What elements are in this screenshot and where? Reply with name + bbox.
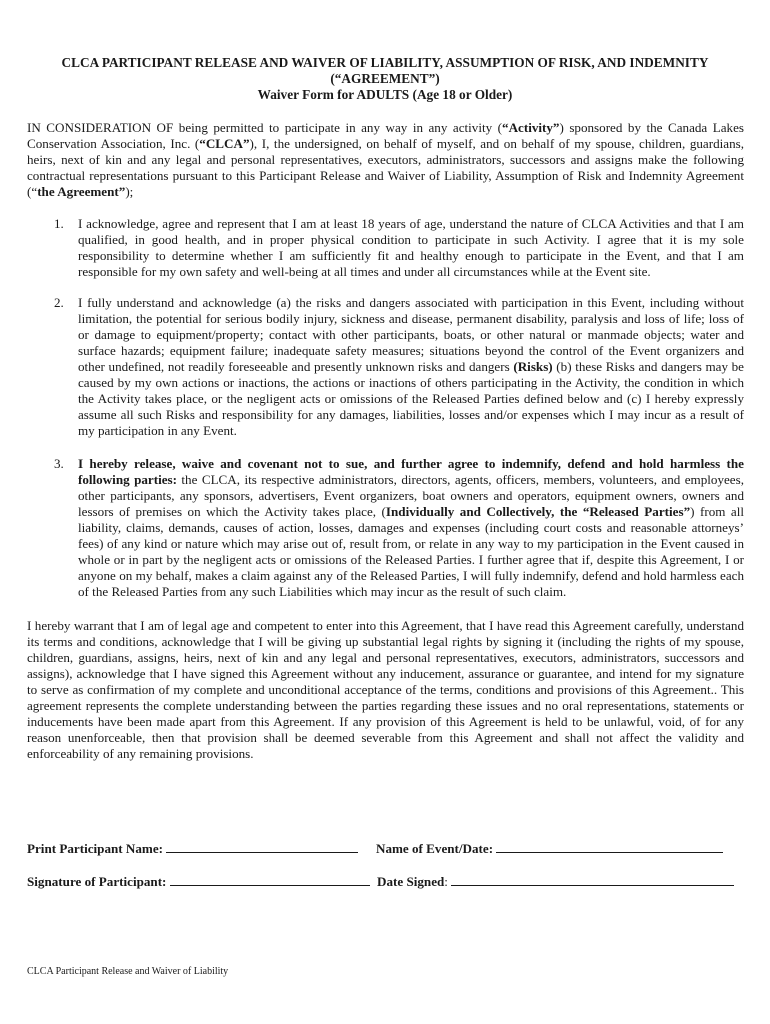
intro-text-1: IN CONSIDERATION OF being permitted to participate in any way in any activity ( [27,120,503,135]
document-title-line2: (“AGREEMENT”) [330,71,440,86]
signature-label: Signature of Participant: [27,874,167,889]
event-date-field[interactable] [496,840,723,853]
intro-term-agreement: the Agreement” [37,184,126,199]
document-header [20,55,750,103]
page-footer: CLCA Participant Release and Waiver of Liability [27,966,229,977]
list-item [27,216,744,280]
item3-term-released-parties: Individually and Collectively, the “Released Parties” [385,504,691,519]
list-item [27,456,744,600]
event-date-row [376,840,723,857]
date-signed-field[interactable] [451,873,734,886]
intro-text-2: ) sponsored by the Canada Lakes Conservation Association, Inc. ( [27,120,744,151]
list-item-number: 3. [54,456,64,471]
warranty-paragraph: I hereby warrant that I am of legal age and competent to enter into this Agreement, that I have read this Agreement carefully, understand its terms and conditions, acknowledge that I will be giving up substantial legal rights by signing it (including the rights of my spouse, children, guardians, assigns, heirs, next of kin and any legal and personal representatives, executors, administrators, successors and assigns), acknowledge that I have signed this Agreement without any inducement, assurance or guarantee, and intend for my signature to serve as confirmation of my complete and unconditional acceptance of the terms, conditions and provisions of this Agreement.. This agreement represents the complete understanding between the parties regarding these issues and no oral representations, statements or inducements have been made apart from this Agreement. If any provision of this Agreement is held to be unlawful, void, of for any reason unenforceable, then that provision shall be deemed severable from this Agreement and shall not affect the validity and enforceability of any remaining provisions. [27,618,744,761]
participant-name-row [27,840,358,857]
list-item [27,295,744,439]
participant-name-label: Print Participant Name: [27,841,163,856]
item3-text-2: ) from all liability, claims, demands, causes of action, losses, damages and expenses (including court costs and reasonable attorneys’ fees) of any kind or nature which may arise out of, result from, or relate in any way to my participation in the Event caused in whole or in part by the negligent acts or omissions of the Released Parties. I further agree that if, despite this Agreement, I or anyone on my behalf, makes a claim against any of the Released Parties, I will fully indemnify, defend and hold harmless each of the Released Parties from any such Liabilities which may incur as the result of such claim. [78,504,744,599]
intro-term-clca: “CLCA” [199,136,250,151]
item2-text-2: (b) these Risks and dangers may be caused by my own actions or inactions, the actions or inactions of others participating in the Activity, the condition in which the Activity takes place, or the negligent acts or omissions of the Released Parties defined below and (c) I hereby expressly assume all such Risks and responsibility for any damages, liabilities, losses and/or expenses which I may incur as a result of my participation in any Event. [78,359,744,438]
intro-text-4: ); [125,184,134,199]
participant-name-field[interactable] [166,840,358,853]
signature-field[interactable] [170,873,370,886]
signature-row [27,873,370,890]
date-signed-colon: : [444,874,448,889]
document-subtitle: Waiver Form for ADULTS (Age 18 or Older) [257,87,513,102]
item2-term-risks: (Risks) [513,359,553,374]
list-item-number: 1. [54,216,64,231]
item3-release-heading: I hereby release, waive and covenant not to sue, and further agree to indemnify, defend and hold harmless the following parties: [78,456,744,487]
list-item-number: 2. [54,295,64,310]
list-item-text [78,456,744,600]
list-item-text: I acknowledge, agree and represent that I am at least 18 years of age, understand the nature of CLCA Activities and that I am qualified, in good health, and in proper physical condition to participate in such Activity. I agree that it is my sole responsibility to determine whether I am sufficiently fit and healthy enough to participate in the Event, and that I am responsible for my own safety and well-being at all times and under all circumstances while at the Event site. [78,216,744,279]
intro-text-3: ), I, the undersigned, on behalf of myself, and on behalf of my spouse, children, guardians, heirs, next of kin and any legal and personal representatives, executors, administrators, successors and assigns make the following contractual representations pursuant to this Participant Release and Waiver of Liability, Assumption of Risk and Indemnity Agreement (“ [27,136,744,199]
event-date-label: Name of Event/Date: [376,841,494,856]
intro-term-activity: “Activity” [502,120,560,135]
date-signed-label: Date Signed [377,874,445,889]
date-signed-row [377,873,734,890]
item2-text-1: I fully understand and acknowledge (a) the risks and dangers associated with participation in this Event, including without limitation, the potential for serious bodily injury, sickness and disease, permanent disability, paralysis and loss of life; loss of or damage to equipment/property; contact with other participants, boats, or other natural or manmade objects; water and surface hazards; equipment failure; inadequate safety measures; situations beyond the control of the Event organizers and other undefined, not readily foreseeable and presently unknown risks and dangers [78,295,744,374]
intro-paragraph [27,120,744,200]
item3-text-1: the CLCA, its respective administrators, directors, agents, officers, members, volunteers, and employees, other participants, any sponsors, advertisers, Event organizers, boat owners and operators, equipment owners, owners and lessors of premises on which the Activity takes place, ( [78,472,744,519]
document-title-line1: CLCA PARTICIPANT RELEASE AND WAIVER OF LIABILITY, ASSUMPTION OF RISK, AND INDEMNITY [61,55,709,70]
list-item-text [78,295,744,439]
